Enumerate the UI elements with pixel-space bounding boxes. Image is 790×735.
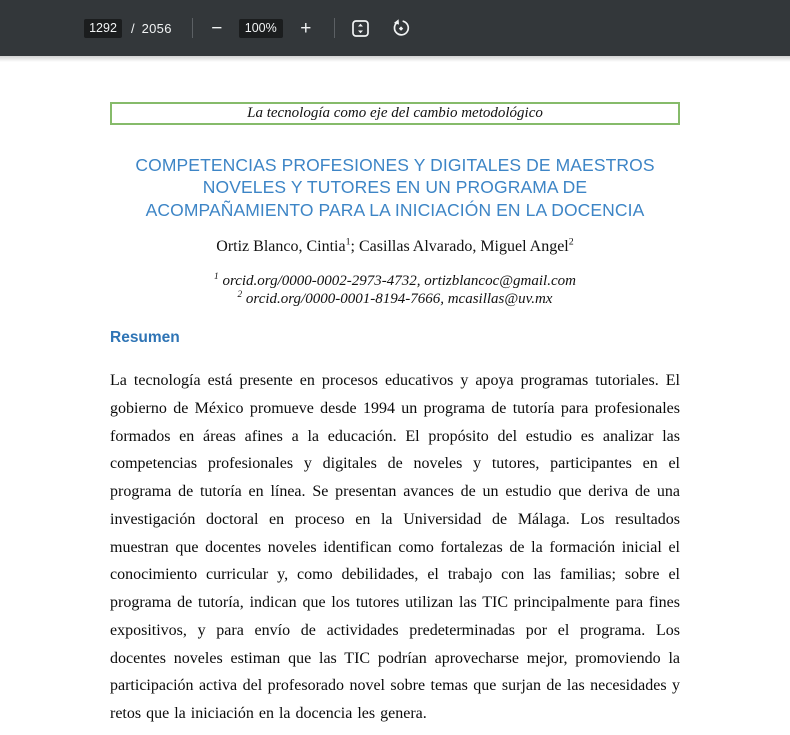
author-superscript: 2 (568, 236, 574, 248)
abstract-paragraph: La tecnología está presente en procesos educativos y apoya programas tutoriales. El gobierno de México promueve desde 1994 un programa de tutoría para profesionales formados en áreas afines a la educación. El propósito del estudio es analizar las competencias profesionales y digitales de noveles y tutores, participantes en el programa de tutoría en línea. Se presentan avances de un estudio que deriva de una investigación doctoral en proceso en la Universidad de Málaga. Los resultados muestran que docentes noveles identifican como fortalezas de la formación inicial el conocimiento curricular y, como debilidades, el trabajo con las familias; sobre el programa de tutoría, indican que los tutores utilizan las TIC principalmente para fines expositivos, y para envío de actividades predeterminadas por el programa. Los docentes noveles estiman que las TIC podrían aprovecharse mejor, promoviendo la participación activa del profesorado novel sobre temas que surjan de las necesidades y retos que la iniciación en la docencia les genera. (110, 372, 680, 723)
orcid-block (110, 273, 680, 308)
zoom-out-button[interactable] (205, 16, 229, 40)
running-head-box (110, 102, 680, 125)
zoom-level-badge: 100% (239, 19, 283, 38)
orcid-superscript: 1 (214, 272, 219, 283)
document-page (0, 102, 790, 728)
rotate-counterclockwise-icon (391, 18, 411, 38)
orcid-line (110, 291, 680, 309)
rotate-button[interactable] (389, 16, 413, 40)
page-separator: / (131, 20, 135, 36)
author-name: Casillas Alvarado, Miguel Angel (359, 238, 569, 256)
orcid-text: orcid.org/0000-0001-8194-7666, mcasillas@uv.mx (242, 290, 553, 307)
author-name: Ortiz Blanco, Cintia (216, 238, 346, 256)
fit-to-page-button[interactable] (349, 16, 373, 40)
paper-title-line: COMPETENCIAS PROFESIONES Y DIGITALES DE MAESTROS (135, 155, 655, 175)
total-pages-label: 2056 (141, 20, 172, 36)
plus-icon: + (300, 17, 312, 39)
fit-to-page-icon (351, 19, 370, 38)
author-superscript: 1 (345, 236, 351, 248)
section-heading-resumen: Resumen (110, 329, 180, 347)
authors-line (110, 238, 680, 256)
pdf-toolbar (0, 0, 790, 56)
pdf-viewport[interactable] (0, 102, 790, 735)
authors-separator: ; (350, 238, 359, 256)
minus-icon: − (211, 17, 223, 39)
toolbar-divider (334, 18, 335, 38)
orcid-line (110, 273, 680, 291)
paper-title-line: ACOMPAÑAMIENTO PARA LA INICIACIÓN EN LA DOCENCIA (145, 199, 645, 220)
paper-title-line: NOVELES Y TUTORES EN UN PROGRAMA DE (202, 177, 588, 198)
page-number-input[interactable] (84, 19, 122, 38)
orcid-superscript: 2 (237, 289, 243, 300)
zoom-in-button[interactable] (294, 16, 318, 40)
paper-title (110, 154, 680, 221)
running-head: La tecnología como eje del cambio metodológico (247, 105, 543, 121)
orcid-text: orcid.org/0000-0002-2973-4732, ortizblancoc@gmail.com (218, 273, 576, 290)
toolbar-divider (192, 18, 193, 38)
